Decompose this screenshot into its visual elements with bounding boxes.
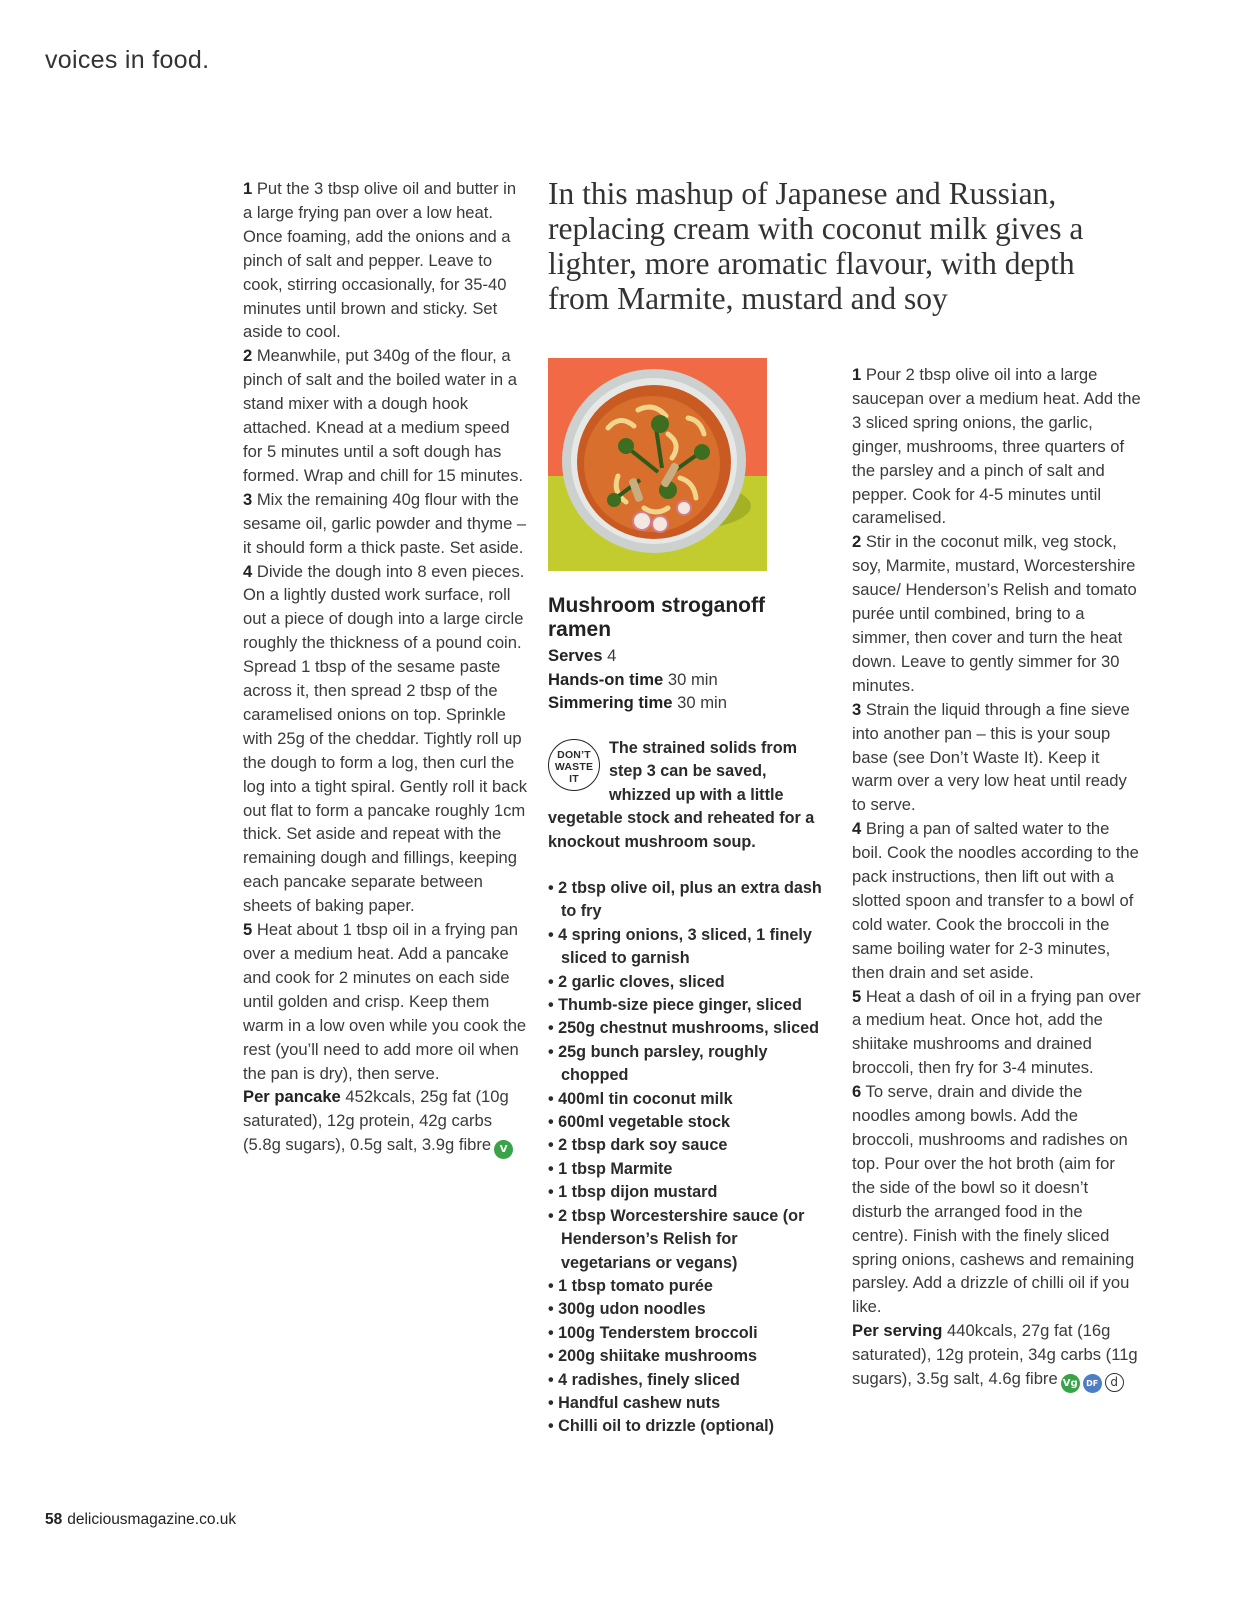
method-step: 3 Mix the remaining 40g flour with the sesame oil, garlic powder and thyme – it should form a thick paste. Set aside. (243, 489, 527, 557)
left-method-column (243, 177, 528, 1159)
ingredient-item: • Handful cashew nuts (548, 1392, 828, 1415)
ramen-photo (548, 358, 767, 571)
delicious-badge-icon: d (1105, 1373, 1124, 1392)
handson-line: Hands-on time 30 min (548, 669, 718, 689)
ingredient-item: • 600ml vegetable stock (548, 1111, 828, 1134)
vegetarian-badge-icon: V (494, 1140, 513, 1159)
ingredient-item: • 250g chestnut mushrooms, sliced (548, 1017, 828, 1040)
serves-line: Serves 4 (548, 646, 617, 665)
ingredient-item: • Thumb-size piece ginger, sliced (548, 994, 828, 1017)
ingredient-item: • 2 tbsp Worcestershire sauce (or Henderson’s Relish for vegetarians or vegans) (548, 1205, 828, 1275)
method-step: 5 Heat about 1 tbsp oil in a frying pan over a medium heat. Add a pancake and cook for 2 minutes on each side until golden and crisp. Keep them warm in a low oven while you cook the rest (you’ll need to add more oil when the pan is dry), then serve. (243, 920, 527, 1083)
ingredient-item: • 2 tbsp dark soy sauce (548, 1134, 828, 1157)
standfirst: In this mashup of Japanese and Russian, replacing cream with coconut milk gives a lighter, more aromatic flavour, with depth from Marmite, mustard and soy (548, 176, 1084, 316)
ingredient-item: • 25g bunch parsley, roughly chopped (548, 1041, 828, 1088)
ingredient-item: • 1 tbsp Marmite (548, 1158, 828, 1181)
ingredient-item: • 1 tbsp dijon mustard (548, 1181, 828, 1204)
section-header: voices in food. (45, 46, 210, 74)
method-step: 4 Divide the dough into 8 even pieces. On a lightly dusted work surface, roll out a piece of dough into a large circle roughly the thickness of a pound coin. Spread 1 tbsp of the sesame paste across it, then spread 2 tbsp of the caramelised onions on top. Sprinkle with 25g of the cheddar. Tightly roll up the dough to form a log, then curl the log into a tight spiral. Gently roll it back out flat to form a pancake roughly 1cm thick. Set aside and repeat with the remaining dough and fillings, keeping each pancake separate between sheets of baking paper. (243, 561, 528, 916)
ingredient-item: • 2 tbsp olive oil, plus an extra dash to fry (548, 877, 828, 924)
method-step: 2 Meanwhile, put 340g of the flour, a pinch of salt and the boiled water in a stand mixer with a dough hook attached. Knead at a medium speed for 5 minutes until a soft dough has formed. Wrap and chill for 15 minutes. (243, 346, 524, 485)
method-step: 2 Stir in the coconut milk, veg stock, soy, Marmite, mustard, Worcestershire sauce/ Henderson’s Relish and tomato purée until combined, bring to a simmer, then cover and turn the heat down. Leave to gently simmer for 30 minutes. (852, 532, 1137, 695)
right-method-column (852, 363, 1142, 1393)
method-step: 1 Pour 2 tbsp olive oil into a large saucepan over a medium heat. Add the 3 sliced spring onions, the garlic, ginger, mushrooms, three quarters of the parsley and a pinch of salt and pepper. Cook for 4-5 minutes until caramelised. (852, 365, 1141, 528)
method-step: 5 Heat a dash of oil in a frying pan over a medium heat. Once hot, add the shiitake mushrooms and drained broccoli, then fry for 3-4 minutes. (852, 986, 1141, 1078)
vegan-badge-icon: Vg (1061, 1374, 1080, 1393)
dairy-free-badge-icon: DF (1083, 1374, 1102, 1393)
ramen-bowl-illustration (548, 358, 767, 571)
method-step: 1 Put the 3 tbsp olive oil and butter in a large frying pan over a low heat. Once foaming, add the onions and a pinch of salt and pepper. Leave to cook, stirring occasionally, for 35-40 minutes until brown and sticky. Set aside to cool. (243, 179, 517, 342)
ingredient-item: • 100g Tenderstem broccoli (548, 1322, 828, 1345)
nutrition-info: Per pancake 452kcals, 25g fat (10g saturated), 12g protein, 42g carbs (5.8g sugars), 0.5g salt, 3.9g fibre V (243, 1085, 528, 1159)
simmer-line: Simmering time 30 min (548, 693, 727, 712)
method-step: 6 To serve, drain and divide the noodles among bowls. Add the broccoli, mushrooms and radishes on top. Pour over the hot broth (aim for the side of the bowl so it doesn’t disturb the arranged food in the centre). Finish with the finely sliced spring onions, cashews and remaining parsley. Add a drizzle of chilli oil if you like. (852, 1082, 1135, 1317)
ingredient-item: • 4 radishes, finely sliced (548, 1369, 828, 1392)
page-footer (45, 1511, 236, 1529)
ingredient-item: • 400ml tin coconut milk (548, 1088, 828, 1111)
dont-waste-tip: DON’T WASTE IT The strained solids from step 3 can be saved, whizzed up with a little vegetable stock and reheated for a knockout mushroom soup. (548, 739, 815, 851)
ingredient-item: • 2 garlic cloves, sliced (548, 971, 828, 994)
ingredient-item: • 4 spring onions, 3 sliced, 1 finely sliced to garnish (548, 924, 828, 971)
dont-waste-badge-icon: DON’T WASTE IT (548, 739, 600, 791)
site-url: deliciousmagazine.co.uk (67, 1511, 237, 1528)
ingredients-list (548, 877, 828, 1439)
ingredient-item: • Chilli oil to drizzle (optional) (548, 1415, 828, 1438)
page-number: 58 (45, 1511, 63, 1528)
method-step: 3 Strain the liquid through a fine sieve into another pan – this is your soup base (see Don’t Waste It). Keep it warm over a very low heat until ready to serve. (852, 699, 1130, 815)
method-step: 4 Bring a pan of salted water to the boil. Cook the noodles according to the pack instructions, then lift out with a slotted spoon and transfer to a bowl of cold water. Cook the broccoli in the same boiling water for 2-3 minutes, then drain and set aside. (852, 819, 1139, 982)
ingredient-item: • 1 tbsp tomato purée (548, 1275, 828, 1298)
recipe-meta (548, 644, 727, 715)
ingredient-item: • 200g shiitake mushrooms (548, 1345, 828, 1368)
recipe-title: Mushroom stroganoff ramen (548, 594, 765, 641)
ingredient-item: • 300g udon noodles (548, 1298, 828, 1321)
nutrition-info: Per serving 440kcals, 27g fat (16g saturated), 12g protein, 34g carbs (11g sugars), 3.5g salt, 4.6g fibre Vg DF d (852, 1319, 1142, 1393)
